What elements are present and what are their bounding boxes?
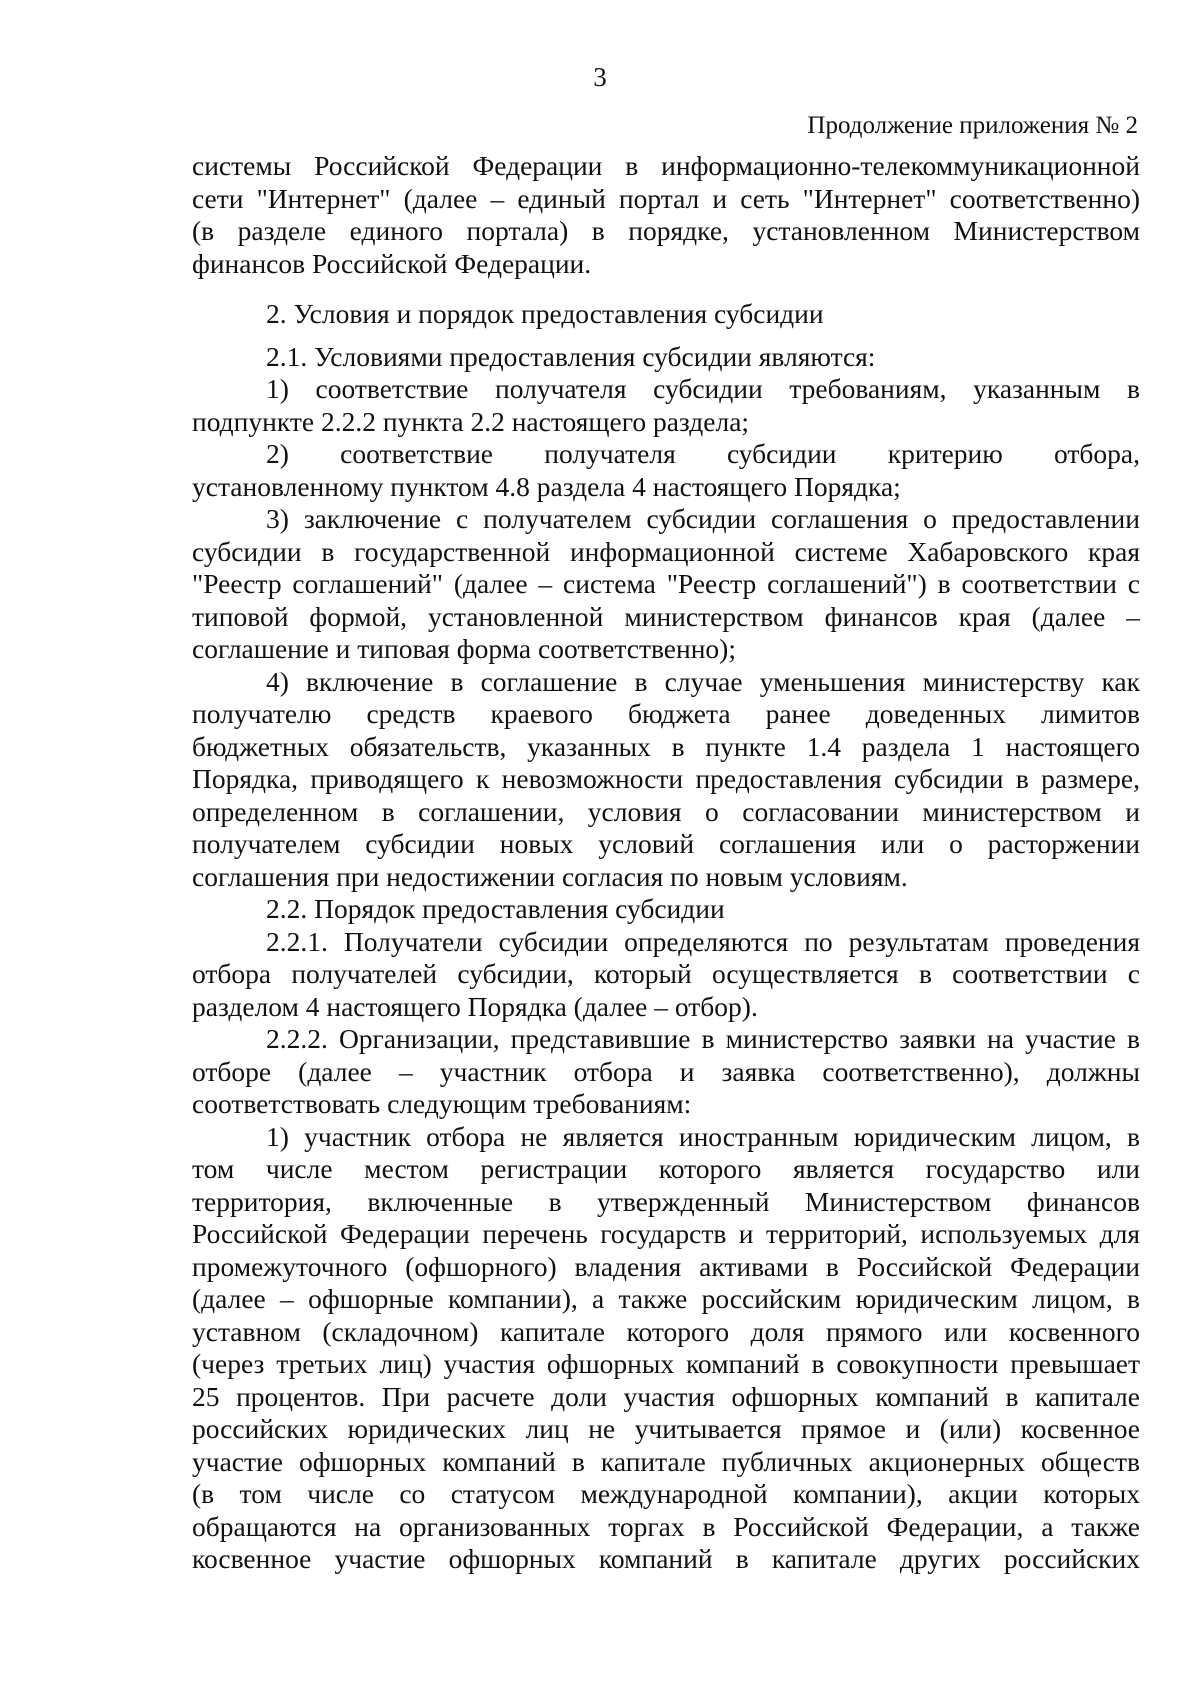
text-line: 1) соответствие получателя субсидии требованиям, указанным в [266, 373, 1140, 404]
text-line: (в разделе единого портала) в порядке, установленном Министерством [192, 215, 1140, 246]
text-line: "Реестр соглашений" (далее – система "Реестр соглашений") в соответствии с [192, 568, 1140, 599]
text-line: территория, включенные в утвержденный Министерством финансов [192, 1185, 1140, 1217]
text-line: системы Российской Федерации в информационно-телекоммуникационной [192, 150, 1140, 181]
text-line: разделом 4 настоящего Порядка (далее – отбор). [192, 990, 758, 1022]
text-line: 25 процентов. При расчете доли участия офшорных компаний в капитале [192, 1380, 1140, 1412]
text-line: российских юридических лиц не учитывается прямое и (или) косвенное [192, 1413, 1140, 1444]
page-number: 3 [593, 62, 607, 92]
text-line: 2.2.1. Получатели субсидии определяются по результатам проведения [266, 925, 1140, 957]
text-line: финансов Российской Федерации. [192, 247, 592, 279]
subsection-heading: 2.2. Порядок предоставления субсидии [266, 893, 725, 924]
section-heading: 2. Условия и порядок предоставления субсидии [266, 298, 824, 329]
text-line: 2.1. Условиями предоставления субсидии являются: [266, 340, 876, 372]
text-line: отбора получателей субсидии, который осуществляется в соответствии с [192, 958, 1140, 989]
text-line: Российской Федерации перечень государств и территорий, используемых для [192, 1218, 1140, 1249]
text-line: соответствовать следующим требованиям: [192, 1088, 692, 1119]
text-line: (в том числе со статусом международной компании), акции которых [192, 1478, 1140, 1509]
text-line: (далее – офшорные компании), а также российским юридическим лицом, в [192, 1283, 1140, 1314]
text-line: подпункте 2.2.2 пункта 2.2 настоящего раздела; [192, 405, 750, 437]
text-line: косвенное участие офшорных компаний в капитале других российских [192, 1543, 1140, 1574]
text-line: промежуточного (офшорного) владения активами в Российской Федерации [192, 1250, 1140, 1282]
text-line: участие офшорных компаний в капитале публичных акционерных обществ [192, 1445, 1140, 1477]
text-line: соглашение и типовая форма соответственно); [192, 633, 736, 664]
text-line: сети "Интернет" (далее – единый портал и сеть "Интернет" соответственно) [192, 182, 1140, 214]
text-line: 2) соответствие получателя субсидии критерию отбора, [266, 438, 1140, 469]
text-line: 2.2.2. Организации, представившие в министерство заявки на участие в [266, 1023, 1140, 1054]
document-body [192, 150, 1140, 1576]
text-line: том числе местом регистрации которого является государство или [192, 1153, 1140, 1184]
text-line: (через третьих лиц) участия офшорных компаний в совокупности превышает [192, 1348, 1140, 1379]
text-line: установленному пунктом 4.8 раздела 4 настоящего Порядка; [192, 470, 901, 502]
text-line: 4) включение в соглашение в случае уменьшения министерству как [266, 665, 1140, 697]
text-line: типовой формой, установленной министерством финансов края (далее – [192, 600, 1140, 632]
text-line: бюджетных обязательств, указанных в пункте 1.4 раздела 1 настоящего [192, 730, 1140, 762]
text-line: получателем субсидии новых условий соглашения или о расторжении [192, 828, 1140, 859]
text-line: Порядка, приводящего к невозможности предоставления субсидии в размере, [192, 763, 1140, 794]
text-line: обращаются на организованных торгах в Российской Федерации, а также [192, 1510, 1140, 1542]
appendix-continuation-note: Продолжение приложения № 2 [807, 112, 1138, 139]
text-line: 3) заключение с получателем субсидии соглашения о предоставлении [266, 503, 1140, 534]
text-line: 1) участник отбора не является иностранным юридическим лицом, в [266, 1120, 1140, 1152]
text-line: соглашения при недостижении согласия по новым условиям. [192, 860, 908, 892]
text-line: субсидии в государственной информационной системе Хабаровского края [192, 535, 1140, 567]
text-line: отборе (далее – участник отбора и заявка соответственно), должны [192, 1055, 1140, 1087]
text-line: определенном в соглашении, условия о согласовании министерством и [192, 795, 1140, 827]
text-line: получателю средств краевого бюджета ранее доведенных лимитов [192, 698, 1140, 729]
text-line: уставном (складочном) капитале которого доля прямого или косвенного [192, 1315, 1140, 1347]
